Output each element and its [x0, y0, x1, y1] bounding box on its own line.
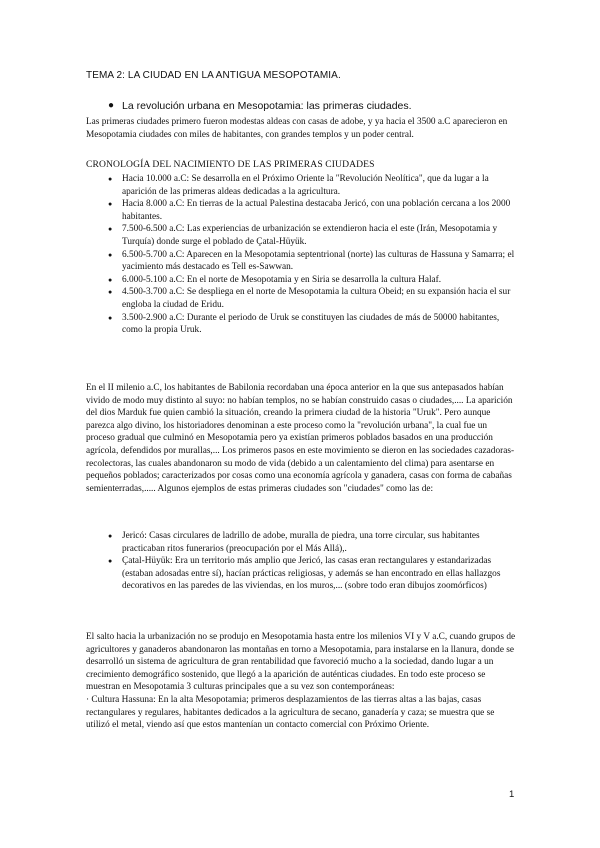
- list-item: ● Hacia 8.000 a.C: En tierras de la actual Palestina destacaba Jericó, con una población cercana a los 2000 habitantes.: [108, 198, 516, 223]
- list-item: ● 6.500-5.700 a.C: Aparecen en la Mesopotamia septentrional (norte) las culturas de Hassuna y Samarra; el yacimiento más destacado es Tell es-Sawwan.: [108, 249, 516, 274]
- list-item: ● 3.500-2.900 a.C: Durante el periodo de Uruk se constituyen las ciudades de más de 50000 habitantes, como la propia Uruk.: [108, 312, 516, 337]
- list-item: ● Çatal-Hüyük: Era un territorio más amplio que Jericó, las casas eran rectangulares y estandarizadas (estaban adosadas entre sí), hacían prácticas religiosas, y además se han encontrado en ellas hallazgos decorativos en las paredes de las viviendas, en los muros,... (sobre todo eran dibujos zoomórficos): [108, 555, 516, 593]
- list-item: ● 4.500-3.700 a.C: Se despliega en el norte de Mesopotamia la cultura Obeid; en su expansión hacia el sur engloba la ciudad de Eridu.: [108, 286, 516, 311]
- list-item: ● Jericó: Casas circulares de ladrillo de adobe, muralla de piedra, una torre circular, sus habitantes practicaban ritos funerarios (preocupación por el Más Allá),.: [108, 530, 516, 555]
- chronology-list: [108, 173, 516, 337]
- section-heading-text: La revolución urbana en Mesopotamia: las primeras ciudades.: [122, 100, 412, 112]
- bullet-icon: ●: [108, 100, 115, 111]
- hassuna-paragraph: · Cultura Hassuna: En la alta Mesopotamia; primeros desplazamientos de las tierras altas a las bajas, casas rectangulares y regulares, habitantes dedicados a la agricultura de secano, ganadería y caza; se muestra que se utilizó el metal, viendo así que estos mantenían un contacto comercial con Próximo Oriente.: [86, 694, 495, 731]
- intro-paragraph: Las primeras ciudades primero fueron modestas aldeas con casas de adobe, y ya hacia el 3500 a.C aparecieron en Mesopotamia ciudades con miles de habitantes, con grandes templos y un poder central.: [86, 117, 508, 140]
- closing-paragraph: El salto hacia la urbanización no se produjo en Mesopotamia hasta entre los milenios VI y V a.C, cuando grupos de agricultores y ganaderos abandonaron las montañas en torno a Mesopotamia, para instalarse en la llanura, donde se desarrolló un sistema de agricultura de gran rentabilidad que favoreció mucho a la sociedad, dando lugar a un crecimiento demográfico sostenido, que llegó a la aparición de auténticas ciudades. En todo este proceso se muestran en Mesopotamia 3 culturas principales que a su vez son contemporáneas:: [86, 632, 516, 693]
- page-number: 1: [509, 789, 515, 800]
- section-heading: [108, 100, 412, 112]
- list-item: ● 7.500-6.500 a.C: Las experiencias de urbanización se extendieron hacia el este (Irán, Mesopotamia y Turquía) donde surge el poblado de Çatal-Hüyük.: [108, 223, 516, 248]
- examples-list: [108, 530, 516, 593]
- list-item: ● 6.000-5.100 a.C: En el norte de Mesopotamia y en Siria se desarrolla la cultura Halaf.: [108, 274, 516, 287]
- closing-section: [86, 631, 516, 732]
- list-item: ● Hacia 10.000 a.C: Se desarrolla en el Próximo Oriente la "Revolución Neolítica", que da lugar a la aparición de las primeras aldeas dedicadas a la agricultura.: [108, 173, 516, 198]
- chronology-title: CRONOLOGÍA DEL NACIMIENTO DE LAS PRIMERAS CIUDADES: [86, 159, 375, 170]
- document-title: TEMA 2: LA CIUDAD EN LA ANTIGUA MESOPOTAMIA.: [86, 70, 341, 81]
- body-paragraph: En el II milenio a.C, los habitantes de Babilonia recordaban una época anterior en la que sus antepasados habían vivido de modo muy distinto al suyo: no habían templos, no se habían construido casas o ciudades,.... La aparición del dios Marduk fue quien cambió la situación, creando la primera ciudad de la historia "Uruk". Pero aunque parezca algo divino, los historiadores denominan a este proceso como la "revolución urbana", la cual fue un proceso gradual que culminó en Mesopotamia pero ya existían primeros poblados basados en una producción agrícola, defendidos por murallas,... Los primeros pasos en este movimiento se dieron en las sociedades cazadoras-recolectoras, las cuales abandonaron su modo de vida (debido a un calentamiento del clima) para asentarse en pequeños poblados; caracterizados por cosas como una economía agrícola y ganadera, casas con forma de cabañas semienterradas,..... Algunos ejemplos de estas primeras ciudades son "ciudades" como las de:: [86, 383, 515, 494]
